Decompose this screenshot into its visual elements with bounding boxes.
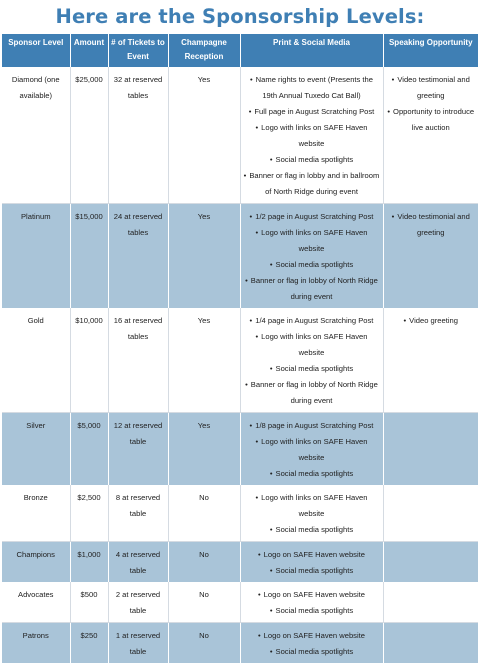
speaking-item: • Video testimonial and greeting xyxy=(386,209,477,241)
table-row xyxy=(2,67,478,204)
media-item: • Banner or flag in lobby of North Ridge during event xyxy=(243,377,381,409)
speaking-cell xyxy=(383,542,478,583)
header-champagne: Champagne Reception xyxy=(168,34,240,67)
tickets-cell: 2 at reserved table xyxy=(108,582,168,623)
media-item: • Social media spotlights xyxy=(243,466,381,482)
media-item: • Logo with links on SAFE Haven website xyxy=(243,120,381,152)
amount-cell: $500 xyxy=(70,582,108,623)
amount-cell: $5,000 xyxy=(70,413,108,486)
media-item: • Social media spotlights xyxy=(243,644,381,660)
speaking-cell xyxy=(383,485,478,542)
media-item: • Social media spotlights xyxy=(243,257,381,273)
media-item: • Social media spotlights xyxy=(243,522,381,538)
champagne-cell: No xyxy=(168,582,240,623)
media-item: • Logo with links on SAFE Haven website xyxy=(243,225,381,257)
media-cell xyxy=(240,485,383,542)
tickets-cell: 12 at reserved table xyxy=(108,413,168,486)
media-cell xyxy=(240,623,383,663)
sponsor-level-cell: Patrons xyxy=(2,623,70,663)
media-item: • Social media spotlights xyxy=(243,603,381,619)
media-item: • Logo on SAFE Haven website xyxy=(243,547,381,563)
tickets-cell: 8 at reserved table xyxy=(108,485,168,542)
sponsor-level-cell: Advocates xyxy=(2,582,70,623)
tickets-cell: 16 at reserved tables xyxy=(108,308,168,413)
champagne-cell: No xyxy=(168,623,240,663)
media-item: • Banner or flag in lobby of North Ridge during event xyxy=(243,273,381,305)
champagne-cell: No xyxy=(168,485,240,542)
tickets-cell: 32 at reserved tables xyxy=(108,67,168,204)
speaking-item: • Opportunity to introduce live auction xyxy=(386,104,477,136)
amount-cell: $25,000 xyxy=(70,67,108,204)
header-print-social-media: Print & Social Media xyxy=(240,34,383,67)
speaking-cell xyxy=(383,308,478,413)
header-sponsor-level: Sponsor Level xyxy=(2,34,70,67)
champagne-cell: Yes xyxy=(168,204,240,309)
table-row xyxy=(2,542,478,583)
tickets-cell: 24 at reserved tables xyxy=(108,204,168,309)
speaking-cell xyxy=(383,582,478,623)
table-row xyxy=(2,413,478,486)
media-cell xyxy=(240,204,383,309)
media-item: • Full page in August Scratching Post xyxy=(243,104,381,120)
speaking-cell xyxy=(383,67,478,204)
media-item: • 1/2 page in August Scratching Post xyxy=(243,209,381,225)
champagne-cell: No xyxy=(168,542,240,583)
speaking-item: • Video testimonial and greeting xyxy=(386,72,477,104)
media-item: • Logo on SAFE Haven website xyxy=(243,587,381,603)
amount-cell: $250 xyxy=(70,623,108,663)
media-cell xyxy=(240,67,383,204)
amount-cell: $1,000 xyxy=(70,542,108,583)
speaking-cell xyxy=(383,204,478,309)
media-item: • Banner or flag in lobby and in ballroom of North Ridge during event xyxy=(243,168,381,200)
media-item: • Social media spotlights xyxy=(243,361,381,377)
media-item: • Social media spotlights xyxy=(243,152,381,168)
tickets-cell: 1 at reserved table xyxy=(108,623,168,663)
champagne-cell: Yes xyxy=(168,67,240,204)
media-item: • Logo on SAFE Haven website xyxy=(243,628,381,644)
page-title: Here are the Sponsorship Levels: xyxy=(0,0,480,34)
header-amount: Amount xyxy=(70,34,108,67)
amount-cell: $10,000 xyxy=(70,308,108,413)
header-tickets: # of Tickets to Event xyxy=(108,34,168,67)
media-item: • Name rights to event (Presents the 19th Annual Tuxedo Cat Ball) xyxy=(243,72,381,104)
speaking-cell xyxy=(383,623,478,663)
speaking-cell xyxy=(383,413,478,486)
media-item: • Logo with links on SAFE Haven website xyxy=(243,329,381,361)
sponsor-level-cell: Bronze xyxy=(2,485,70,542)
champagne-cell: Yes xyxy=(168,413,240,486)
speaking-item: • Video greeting xyxy=(386,313,477,329)
amount-cell: $15,000 xyxy=(70,204,108,309)
table-body xyxy=(2,67,478,663)
tickets-cell: 4 at reserved table xyxy=(108,542,168,583)
media-cell xyxy=(240,308,383,413)
media-item: • 1/4 page in August Scratching Post xyxy=(243,313,381,329)
media-item: • Logo with links on SAFE Haven website xyxy=(243,490,381,522)
sponsor-level-cell: Diamond (one available) xyxy=(2,67,70,204)
table-row xyxy=(2,623,478,663)
header-row xyxy=(2,34,478,67)
sponsor-level-cell: Gold xyxy=(2,308,70,413)
sponsor-level-cell: Platinum xyxy=(2,204,70,309)
media-item: • Social media spotlights xyxy=(243,563,381,579)
media-item: • Logo with links on SAFE Haven website xyxy=(243,434,381,466)
media-item: • 1/8 page in August Scratching Post xyxy=(243,418,381,434)
header-speaking-opportunity: Speaking Opportunity xyxy=(383,34,478,67)
media-cell xyxy=(240,582,383,623)
champagne-cell: Yes xyxy=(168,308,240,413)
table-row xyxy=(2,204,478,309)
table-row xyxy=(2,308,478,413)
table-row xyxy=(2,582,478,623)
media-cell xyxy=(240,413,383,486)
sponsor-level-cell: Silver xyxy=(2,413,70,486)
sponsor-level-cell: Champions xyxy=(2,542,70,583)
sponsorship-table xyxy=(2,34,478,663)
amount-cell: $2,500 xyxy=(70,485,108,542)
media-cell xyxy=(240,542,383,583)
table-row xyxy=(2,485,478,542)
